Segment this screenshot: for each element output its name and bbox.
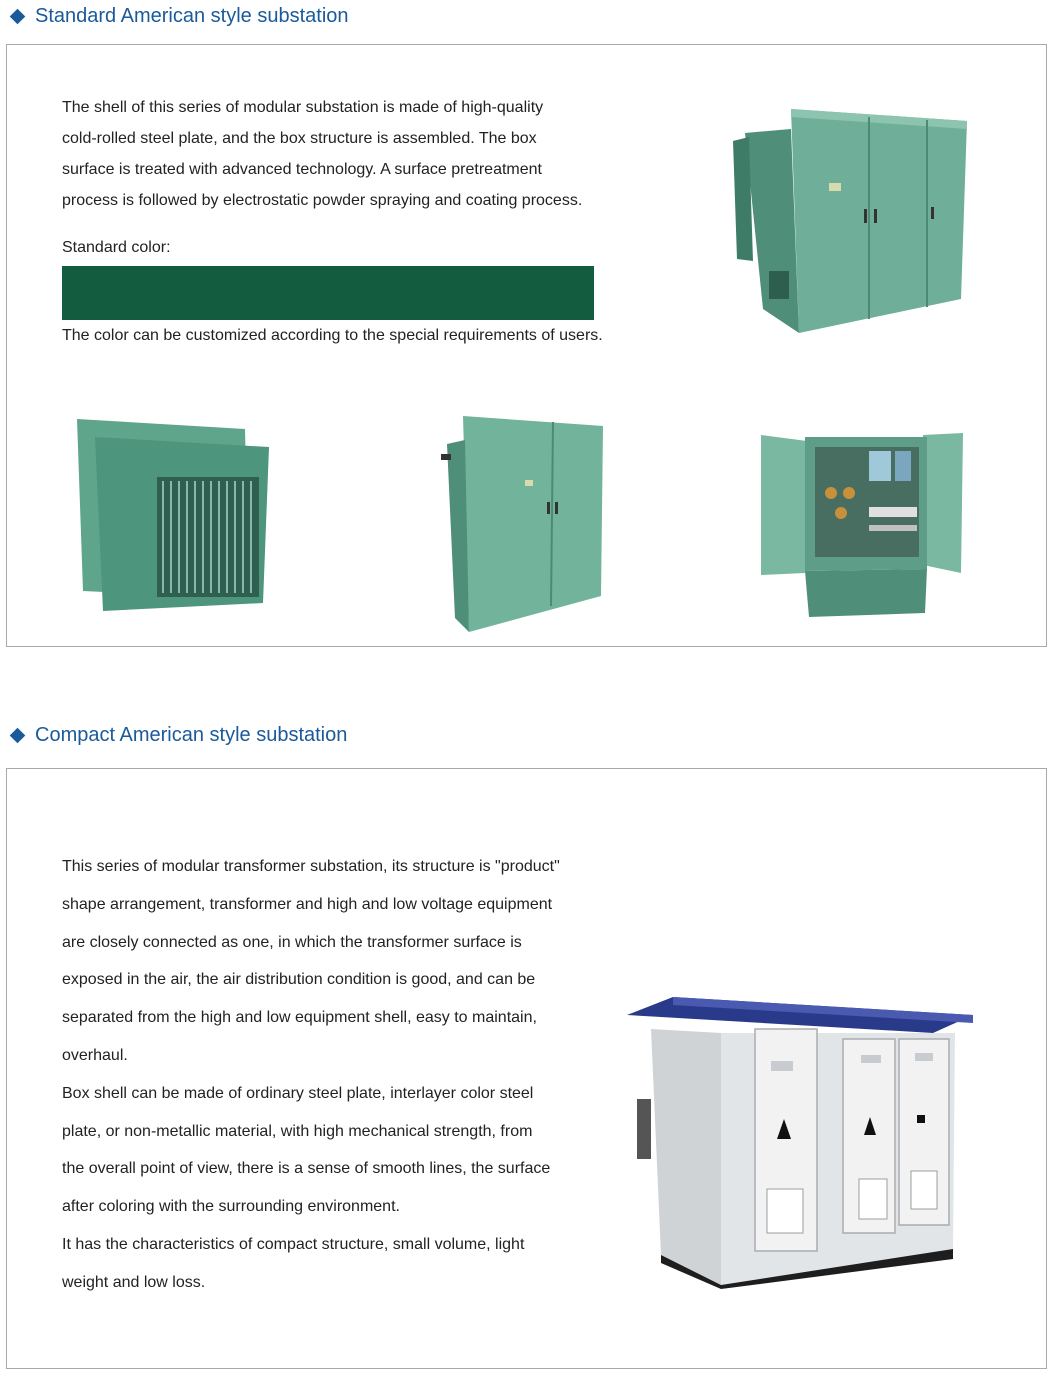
custom-color-note: The color can be customized according to the special requirements of users. [62, 327, 603, 344]
compact-panel [6, 768, 1047, 1369]
standard-description [62, 92, 582, 216]
diamond-bullet-icon [10, 728, 26, 744]
cabinet-open-green-image [759, 433, 965, 623]
transformer-radiator-green-image [73, 417, 269, 613]
text-line: after coloring with the surrounding environment. [62, 1198, 400, 1216]
text-line: shape arrangement, transformer and high and low voltage equipment [62, 895, 553, 913]
text-line: overhaul. [62, 1046, 128, 1064]
text-line: It has the characteristics of compact structure, small volume, light [62, 1235, 525, 1253]
section-title-standard [8, 5, 349, 28]
text-line: The shell of this series of modular substation is made of high-quality [62, 99, 544, 116]
text-line: cold-rolled steel plate, and the box structure is assembled. The box [62, 130, 537, 147]
standard-panel [6, 44, 1047, 647]
text-line: surface is treated with advanced technology. A surface pretreatment [62, 161, 542, 178]
text-line: This series of modular transformer substation, its structure is "product" [62, 858, 560, 875]
standard-color-label: Standard color: [62, 239, 171, 256]
compact-substation-silver-image [621, 993, 975, 1289]
section-title-compact [8, 724, 347, 747]
text-line: process is followed by electrostatic powder spraying and coating process. [62, 192, 583, 209]
diamond-bullet-icon [10, 9, 26, 25]
text-line: the overall point of view, there is a sense of smooth lines, the surface [62, 1160, 551, 1178]
section-title-text: Standard American style substation [35, 5, 349, 27]
compact-description [62, 848, 560, 1302]
substation-cabinet-green-image [731, 101, 971, 335]
section-title-text: Compact American style substation [35, 724, 348, 746]
text-line: are closely connected as one, in which the transformer surface is [62, 933, 522, 951]
text-line: plate, or non-metallic material, with high mechanical strength, from [62, 1122, 533, 1140]
text-line: weight and low loss. [62, 1273, 206, 1291]
cabinet-closed-green-image [439, 414, 605, 634]
text-line: Box shell can be made of ordinary steel plate, interlayer color steel [62, 1084, 534, 1102]
color-swatch [62, 266, 594, 320]
text-line: exposed in the air, the air distribution condition is good, and can be [62, 971, 536, 989]
text-line: separated from the high and low equipment shell, easy to maintain, [62, 1009, 537, 1027]
